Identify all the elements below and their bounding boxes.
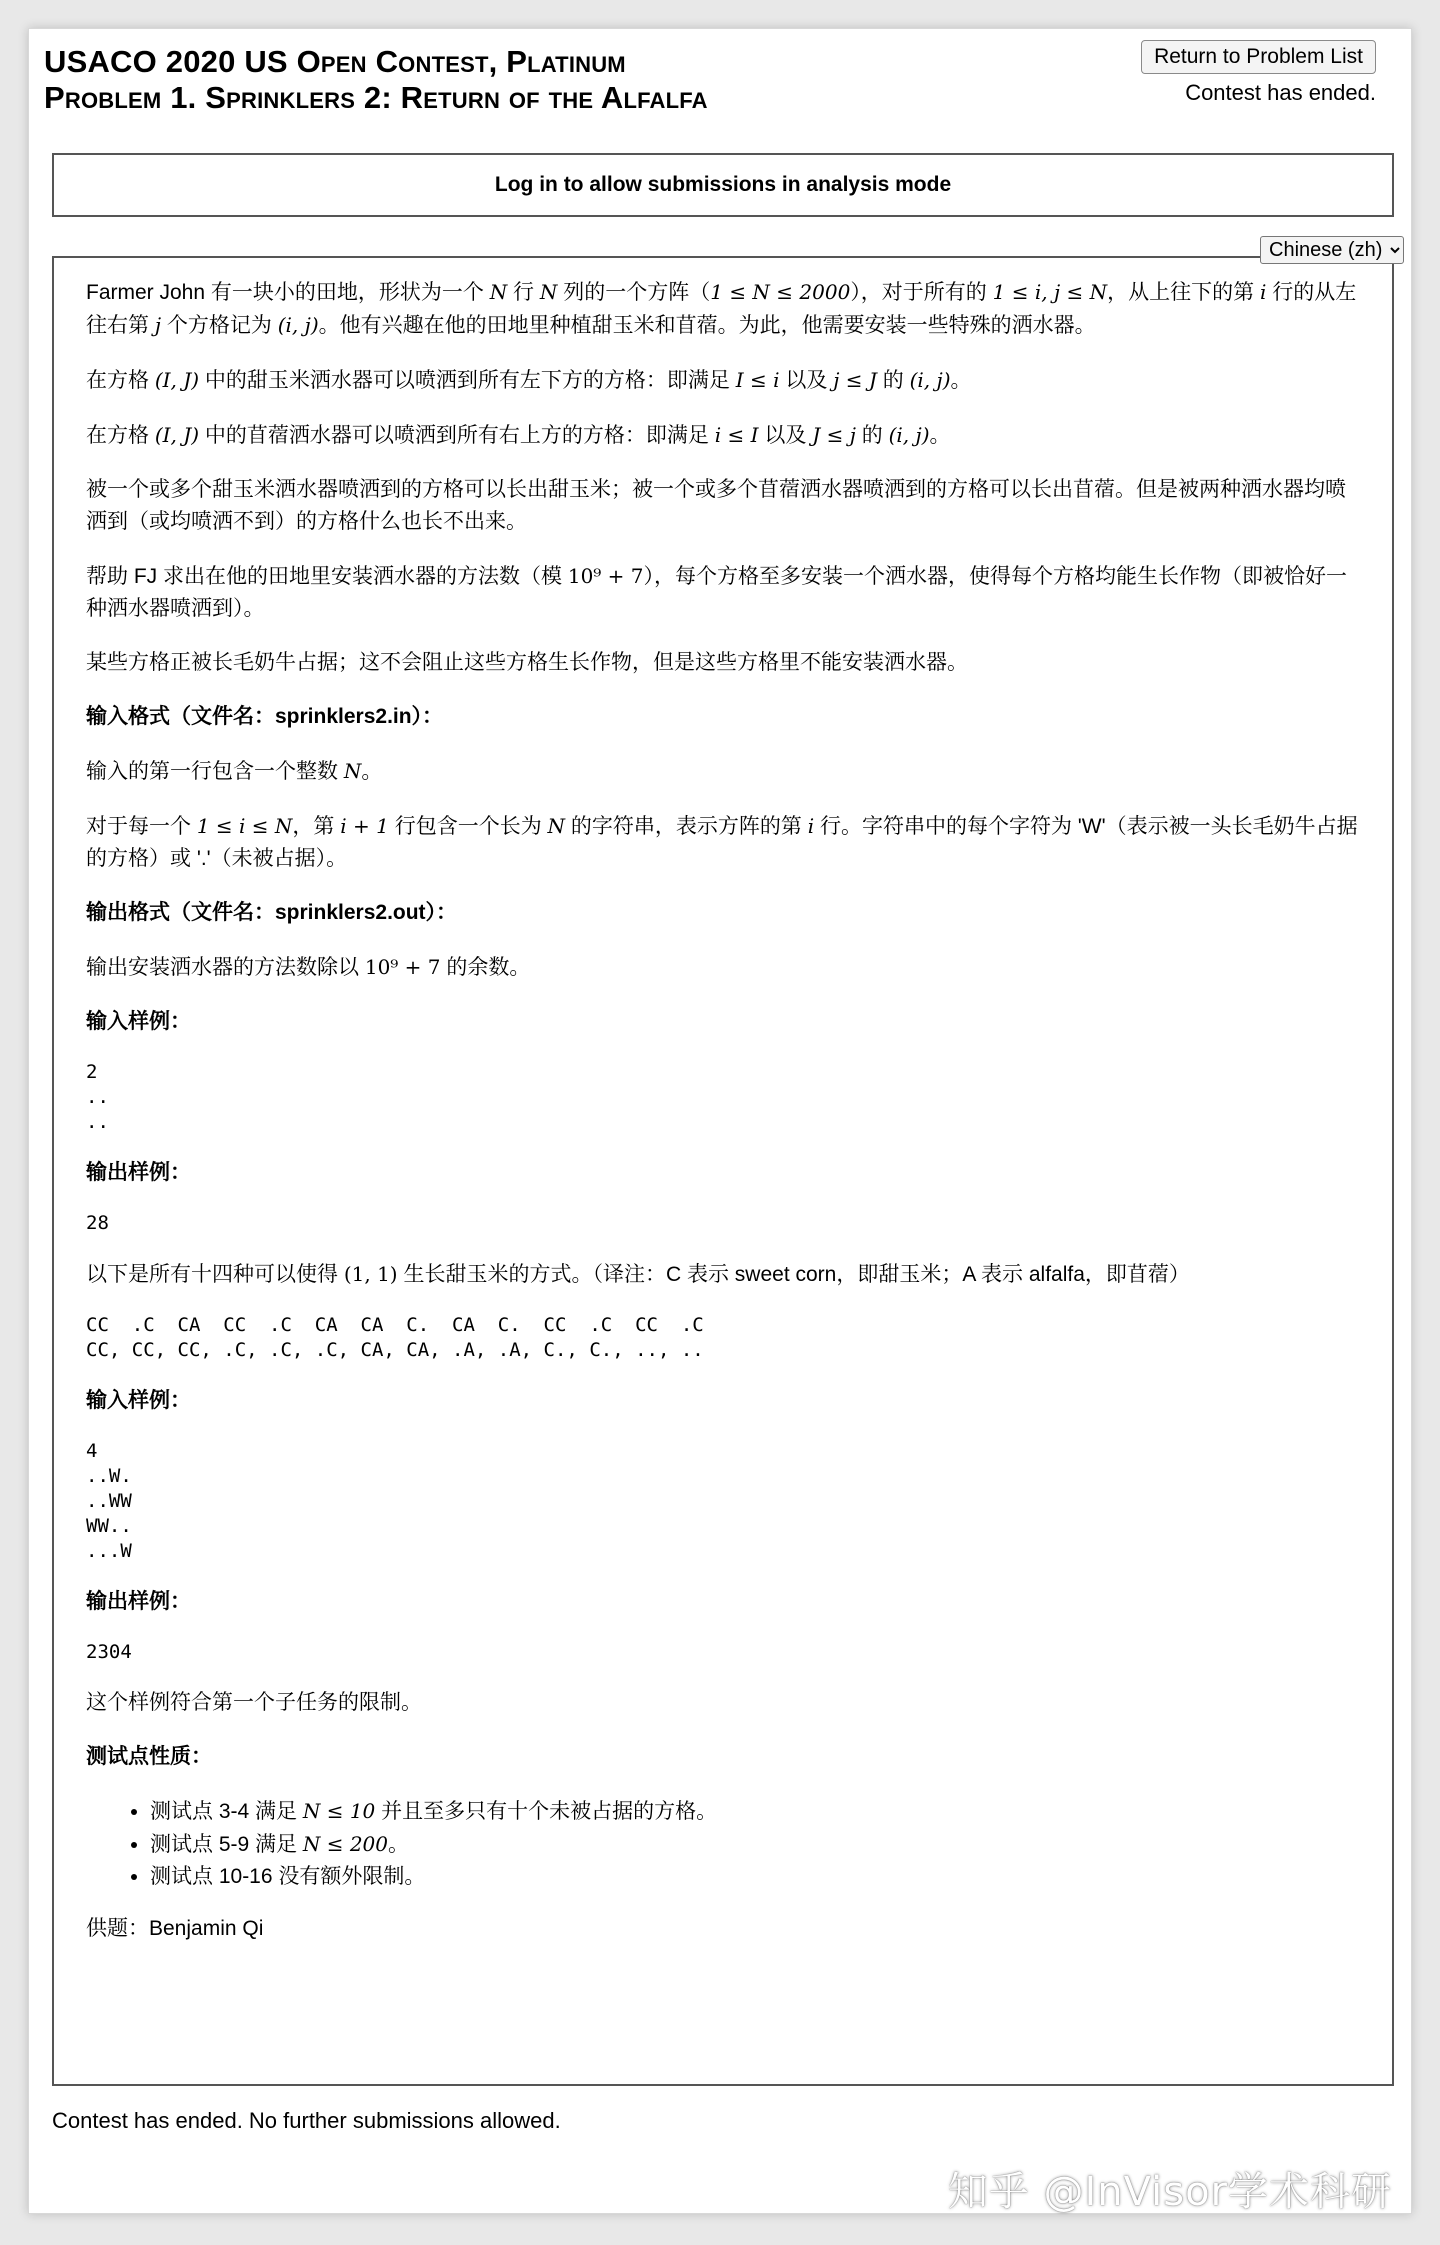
text: 行。字符串中的每个字符为 'W'（表示被一头长毛奶牛占据的方格）或 '.'（未被占据）。 bbox=[86, 815, 1358, 870]
sample-input-heading: 输入样例： bbox=[86, 1010, 191, 1033]
text: 测试点 3-4 满足 bbox=[150, 1800, 303, 1823]
text: 。 bbox=[388, 1833, 410, 1856]
sample-output-heading: 输出样例： bbox=[86, 1161, 191, 1184]
paragraph-corn-sprinkler bbox=[86, 364, 1358, 397]
output-format-line bbox=[86, 951, 1358, 984]
list-item bbox=[150, 1828, 1358, 1861]
math-cond: I ≤ i bbox=[735, 368, 780, 392]
input-format-line1 bbox=[86, 755, 1358, 788]
list-item bbox=[150, 1795, 1358, 1828]
text: ），每个方格至多安装一个洒水器，使得每个方格均能生长作物（即被恰好一种洒水器喷洒到）。 bbox=[86, 565, 1348, 620]
math-j: j bbox=[154, 313, 162, 337]
problem-statement bbox=[52, 256, 1394, 2086]
text: 的字符串，表示方阵的第 bbox=[565, 815, 808, 838]
text: 。他有兴趣在他的田地里种植甜玉米和苜蓿。为此，他需要安装一些特殊的洒水器。 bbox=[318, 314, 1096, 337]
problem-author: 供题：Benjamin Qi bbox=[86, 1917, 264, 1940]
sample-input-1: 2 .. .. bbox=[86, 1061, 109, 1133]
math-cell-ij: (i, j) bbox=[888, 423, 930, 447]
text: 以及 bbox=[758, 424, 813, 447]
math-mod: 10⁹ + 7 bbox=[567, 564, 644, 588]
text: 行包含一个长为 bbox=[388, 815, 548, 838]
contest-title: USACO 2020 US Open Contest, Platinum bbox=[44, 44, 626, 79]
text: ，第 bbox=[292, 815, 341, 838]
math-N-le-200: N ≤ 200 bbox=[302, 1832, 389, 1856]
math-cell-IJ: (I, J) bbox=[154, 368, 200, 392]
text: 行 bbox=[507, 281, 540, 304]
sample-output-2: 2304 bbox=[86, 1641, 132, 1663]
problem-header bbox=[44, 44, 1396, 120]
math-i: i bbox=[1259, 280, 1267, 304]
math-mod: 10⁹ + 7 bbox=[364, 955, 441, 979]
text: 。 bbox=[950, 369, 972, 392]
text: 中的甜玉米洒水器可以喷洒到所有左下方的方格：即满足 bbox=[199, 369, 736, 392]
login-notice-text: Log in to allow submissions in analysis mode bbox=[494, 173, 952, 196]
math-cond: j ≤ J bbox=[833, 368, 877, 392]
text: 生长甜玉米的方式。（译注：C 表示 sweet corn，即甜玉米；A 表示 alfalfa，即苜蓿） bbox=[397, 1263, 1190, 1286]
text: Farmer John 有一块小的田地，形状为一个 bbox=[86, 281, 490, 304]
paragraph-alfalfa-sprinkler bbox=[86, 419, 1358, 452]
text: 帮助 FJ 求出在他的田地里安装洒水器的方法数（模 bbox=[86, 565, 568, 588]
text: 输入的第一行包含一个整数 bbox=[86, 760, 344, 783]
sample-explanation-grid: CC .C CA CC .C CA CA C. CA C. CC .C CC .C CC, CC, CC, .C, .C, .C, CA, CA, .A, .A, C., C., .., .. bbox=[86, 1314, 704, 1361]
math-cond: J ≤ j bbox=[812, 423, 856, 447]
math-range-ij: 1 ≤ i, j ≤ N bbox=[992, 280, 1108, 304]
problem-title: Problem 1. Sprinklers 2: Return of the Alfalfa bbox=[44, 80, 708, 115]
text: 测试点 5-9 满足 bbox=[150, 1833, 303, 1856]
output-format-heading: 输出格式（文件名：sprinklers2.out）： bbox=[86, 901, 458, 924]
math-N-le-10: N ≤ 10 bbox=[302, 1799, 376, 1823]
login-notice bbox=[52, 153, 1394, 217]
text: 以及 bbox=[779, 369, 834, 392]
sample-output-1: 28 bbox=[86, 1212, 109, 1234]
text: ，从上往下的第 bbox=[1107, 281, 1260, 304]
math-N: N bbox=[343, 759, 362, 783]
text: 对于每一个 bbox=[86, 815, 197, 838]
sample-explanation bbox=[86, 1258, 1358, 1291]
math-cell-11: (1, 1) bbox=[343, 1262, 398, 1286]
sample-output-heading: 输出样例： bbox=[86, 1590, 191, 1613]
text: ），对于所有的 bbox=[850, 281, 993, 304]
math-cell-ij: (i, j) bbox=[277, 313, 319, 337]
math-N: N bbox=[489, 280, 508, 304]
paragraph-field-description bbox=[86, 276, 1358, 342]
text: 在方格 bbox=[86, 424, 155, 447]
text: 以下是所有十四种可以使得 bbox=[86, 1263, 344, 1286]
language-select[interactable] bbox=[1260, 236, 1404, 264]
text: 行的从左往右第 bbox=[86, 281, 1357, 337]
paragraph-cows: 某些方格正被长毛奶牛占据；这不会阻止这些方格生长作物，但是这些方格里不能安装洒水器。 bbox=[86, 651, 968, 674]
text: 。 bbox=[929, 424, 951, 447]
math-range-N: 1 ≤ N ≤ 2000 bbox=[710, 280, 851, 304]
math-N: N bbox=[539, 280, 558, 304]
paragraph-task bbox=[86, 560, 1358, 625]
text: 并且至多只有十个未被占据的方格。 bbox=[375, 1800, 718, 1823]
math-cond: i ≤ I bbox=[714, 423, 759, 447]
return-to-problem-list-button[interactable]: Return to Problem List bbox=[1141, 40, 1376, 74]
math-i-plus-1: i + 1 bbox=[340, 814, 389, 838]
text: 输出安装洒水器的方法数除以 bbox=[86, 956, 365, 979]
text: 中的苜蓿洒水器可以喷洒到所有右上方的方格：即满足 bbox=[199, 424, 715, 447]
math-i: i bbox=[807, 814, 815, 838]
input-format-heading: 输入格式（文件名：sprinklers2.in）： bbox=[86, 705, 444, 728]
text: 的 bbox=[855, 424, 889, 447]
text: 的余数。 bbox=[440, 956, 531, 979]
test-cases-heading: 测试点性质： bbox=[86, 1745, 212, 1768]
text: 个方格记为 bbox=[161, 314, 278, 337]
paragraph-growth-rule: 被一个或多个甜玉米洒水器喷洒到的方格可以长出甜玉米；被一个或多个苜蓿洒水器喷洒到的方格可以长出苜蓿。但是被两种洒水器均喷洒到（或均喷洒不到）的方格什么也长不出来。 bbox=[86, 478, 1346, 533]
math-cell-ij: (i, j) bbox=[909, 368, 951, 392]
math-range-i: 1 ≤ i ≤ N bbox=[196, 814, 293, 838]
test-cases-list bbox=[86, 1795, 1358, 1893]
submission-status: Contest has ended. No further submissions allowed. bbox=[52, 2108, 561, 2133]
watermark: 知乎 @InVisor学术科研 bbox=[947, 2169, 1392, 2215]
sample-input-heading: 输入样例： bbox=[86, 1389, 191, 1412]
list-item: • 测试点 10-16 没有额外限制。 bbox=[150, 1861, 1358, 1893]
sample-note: 这个样例符合第一个子任务的限制。 bbox=[86, 1691, 422, 1714]
math-N: N bbox=[547, 814, 566, 838]
text: 列的一个方阵（ bbox=[557, 281, 711, 304]
sample-input-2: 4 ..W. ..WW WW.. ...W bbox=[86, 1440, 132, 1562]
text: 在方格 bbox=[86, 369, 155, 392]
contest-status: Contest has ended. bbox=[1185, 80, 1376, 105]
text: 的 bbox=[876, 369, 910, 392]
text: 。 bbox=[361, 760, 383, 783]
input-format-line2 bbox=[86, 810, 1358, 875]
math-cell-IJ: (I, J) bbox=[154, 423, 200, 447]
